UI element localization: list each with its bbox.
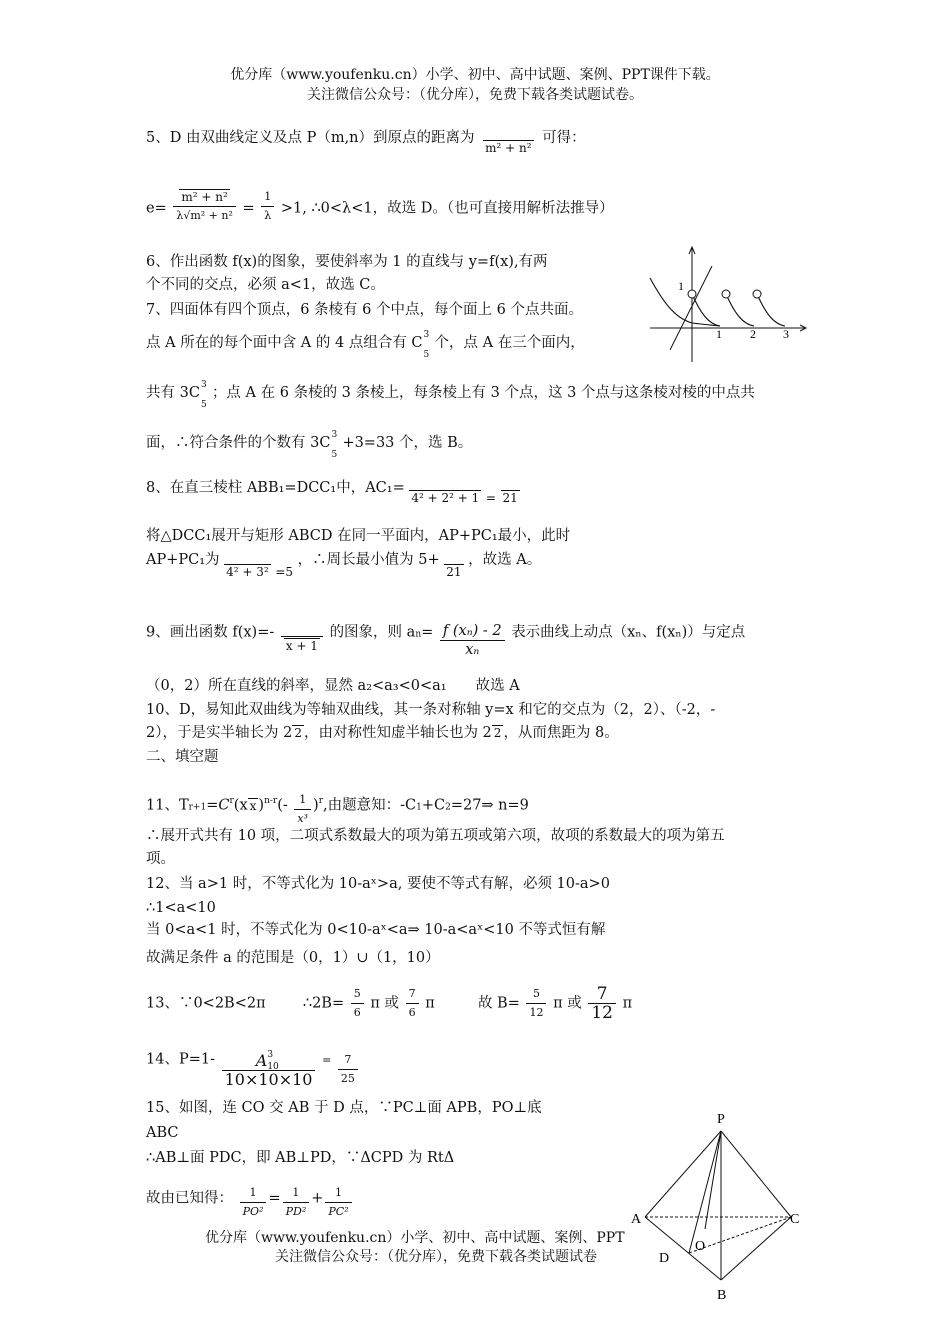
graph-curve-3 <box>757 294 785 326</box>
q12-line-1: 12、当 a>1 时，不等式化为 10-aˣ>a, 要使不等式有解，必须 10-a>0 <box>146 876 610 892</box>
q15-frac-pc <box>325 1184 351 1221</box>
q13-f2d: 6 <box>408 1006 416 1019</box>
q7-sub-3: 5 <box>331 450 338 460</box>
graph-open-point-3 <box>753 290 761 298</box>
q14-rd: 25 <box>340 1072 355 1085</box>
graph-curve-1 <box>692 294 720 326</box>
q11-line-2: ∴展开式共有 10 项，二项式系数最大的项为第五项或第六项，故项的系数最大的项为第五 <box>146 828 725 844</box>
q9-line-1 <box>146 614 746 658</box>
q13-f4d: 12 <box>591 1003 613 1023</box>
q10-sqrt2-a: 2 <box>294 726 302 740</box>
q10-sqrt2-b: 2 <box>493 726 502 740</box>
graph-open-point-1 <box>688 290 696 298</box>
q5-text-a: 5、D 由双曲线定义及点 P（m,n）到原点的距离为 <box>146 130 475 146</box>
q10-text-b2: ，由对称性知虚半轴长也为 2 <box>303 725 492 741</box>
function-graph <box>640 240 815 370</box>
q13-frac-5-12 <box>526 985 546 1022</box>
q9-den: x + 1 <box>285 639 318 653</box>
q13-text-a: 13、∵0<2B<2π <box>146 995 266 1012</box>
q15-po: PO² <box>242 1205 264 1218</box>
q7-sub-1: 5 <box>423 350 430 360</box>
point-D: D <box>659 1251 670 1266</box>
section-2-title: 二、填空题 <box>146 749 219 765</box>
q7-text-b2: 个，点 A 在三个面内， <box>434 335 585 351</box>
q13-f2n: 7 <box>406 985 419 1004</box>
q7-sub-2: 5 <box>200 400 207 410</box>
footer-line-2: 关注微信公众号：（优分库），免费下载各类试题试卷 <box>275 1249 597 1265</box>
q11-c: C <box>218 797 230 814</box>
q5-fraction-inv <box>261 188 274 225</box>
q8-eq: = <box>485 491 496 505</box>
q15-one-a: 1 <box>240 1184 267 1203</box>
q11-result: =27⇒ n=9 <box>450 797 529 814</box>
q14-den: 10×10×10 <box>224 1070 313 1089</box>
header-line-2: 关注微信公众号：（优分库），免费下载各类试题试卷。 <box>307 87 643 103</box>
q5-fraction-e <box>173 188 236 225</box>
q7-text-d2: +3=33 个，选 B。 <box>342 435 473 451</box>
q5-sqrt-mn: m² + n² <box>485 141 532 155</box>
q8-text-a: 8、在直三棱柱 ABB₁=DCC₁中，AC₁= <box>146 480 405 496</box>
graph-label-3: 3 <box>783 327 789 341</box>
q15-one-c: 1 <box>325 1184 351 1203</box>
q8-text-c1: AP+PC₁为 <box>146 552 220 568</box>
q14-result <box>338 1051 358 1088</box>
q11-t: 11、T <box>146 797 189 814</box>
q5-e-num: m² + n² <box>181 190 228 204</box>
q9-eq: = <box>421 624 434 641</box>
q11-neg: (- <box>277 797 288 814</box>
q9-text-a2: 的图象，则 a <box>329 624 416 641</box>
graph-open-point-2 <box>722 290 730 298</box>
q11-paren2: ) <box>313 797 319 814</box>
q15-pc: PC² <box>328 1205 349 1218</box>
edge-AB <box>645 1217 721 1280</box>
q15-line-1: 15、如图，连 CO 交 AB 于 D 点，∵PC⊥面 APB，PO⊥底 <box>146 1100 542 1116</box>
q8-text-c3: ，故选 A。 <box>468 552 542 568</box>
q15-pd: PD² <box>285 1205 307 1218</box>
q7-line-3 <box>146 377 755 410</box>
q13-line <box>146 985 632 1022</box>
q8-sqrt-21: 21 <box>502 491 518 505</box>
vertex-P: P <box>717 1112 725 1127</box>
vertex-B: B <box>717 1288 727 1303</box>
q5-inv-num: 1 <box>261 188 274 207</box>
q15-line-3: ∴AB⊥面 PDC，即 AB⊥PD，∵ΔCPD 为 RtΔ <box>146 1150 455 1166</box>
q9-sub-n: n <box>415 629 422 640</box>
q10-text-b3: ，从而焦距为 8。 <box>503 725 619 741</box>
q8-sqrt-expr: 4² + 2² + 1 <box>411 491 480 505</box>
q14-eq: = <box>322 1053 332 1067</box>
q6-line-2: 个不同的交点，必须 a<1，故选 C。 <box>146 277 385 293</box>
q5-e-den: λ√m² + n² <box>176 209 233 222</box>
tetrahedron-figure <box>625 1105 810 1310</box>
q13-f3n: 5 <box>526 985 546 1004</box>
q13-frac-7-12 <box>588 985 616 1022</box>
q14-text-a: 14、P=1- <box>146 1051 215 1068</box>
q8-eq5: =5 <box>275 565 294 579</box>
q7-text-d1: 面，∴符合条件的个数有 3C <box>146 435 331 451</box>
q8-sqrt-43: 4² + 3² <box>226 565 269 579</box>
q13-text-h: π <box>622 995 633 1012</box>
q13-text-e: 故 B= <box>477 995 520 1012</box>
q11-x: (x <box>233 797 248 814</box>
q11-paren: ) <box>258 797 265 814</box>
q7-text-b1: 点 A 所在的每个面中含 A 的 4 点组合有 C <box>146 335 423 351</box>
vertex-A: A <box>631 1212 642 1227</box>
footer-line-1: 优分库（www.youfenku.cn）小学、初中、高中试题、案例、PPT <box>205 1230 625 1246</box>
q10-line-1: 10、D，易知此双曲线为等轴双曲线，其一条对称轴 y=x 和它的交点为（2，2）、（-2，- <box>146 702 716 718</box>
q15-frac-pd <box>283 1184 310 1221</box>
q13-text-b: ∴2B= <box>302 995 345 1012</box>
q5-e-mid: = <box>242 200 255 217</box>
q12-line-2: ∴1<a<10 <box>146 900 216 916</box>
graph-slope-line <box>670 266 712 350</box>
graph-curve-2 <box>726 294 754 326</box>
q7-sup-1: 3 <box>423 330 430 340</box>
q5-text-b: 可得： <box>542 130 586 146</box>
graph-label-1: 1 <box>716 327 722 341</box>
q15-line-2: ABC <box>146 1125 179 1141</box>
q13-f3d: 12 <box>529 1006 544 1019</box>
q8-text-c2: ，∴周长最小值为 5+ <box>297 552 440 568</box>
q14-line <box>146 1040 360 1089</box>
q11-plus-c: +C <box>421 797 446 814</box>
q12-line-3: 当 0<a<1 时，不等式化为 0<10-aˣ<a⇒ 10-a<aˣ<10 不等式恒有解 <box>146 922 606 938</box>
q7-text-c2: ；点 A 在 6 条棱的 3 条棱上，每条棱上有 3 个点，这 3 个点与这条棱对棱的中点共 <box>211 385 755 401</box>
q5-inv-den: λ <box>264 209 272 222</box>
q13-f4n: 7 <box>588 985 616 1004</box>
q13-text-g: π 或 <box>553 995 582 1012</box>
q13-f1n: 5 <box>351 985 364 1004</box>
vertex-C: C <box>790 1212 800 1227</box>
point-O: O <box>695 1239 706 1254</box>
q11-sqrt-x: x <box>249 798 257 813</box>
q14-a: A <box>255 1051 268 1070</box>
q7-text-c1: 共有 3C <box>146 385 200 401</box>
q14-rn: 7 <box>338 1051 358 1070</box>
q5-e-suffix: >1, ∴0<λ<1，故选 D。（也可直接用解析法推导） <box>280 200 614 217</box>
edge-CB <box>721 1217 791 1280</box>
q11-eq: = <box>206 797 219 814</box>
q15-eq: = <box>268 1190 281 1207</box>
q11-line-1: 11、$Tr+1=C^r(x$ x )$^{n-r}$(- $\frac{1}{\text{x³}}$ )$^r$,由题意知：-C1+C2=27⇒ n=9 <box>146 787 529 824</box>
q14-a-sup: 3 <box>267 1050 274 1060</box>
q15-text-d: 故由已知得： <box>146 1190 233 1207</box>
q8-line-2: 将△DCC₁展开与矩形 ABCD 在同一平面内，AP+PC₁最小，此时 <box>146 528 571 544</box>
q6-line-1: 6、作出函数 f(x)的图象，要使斜率为 1 的直线与 y=f(x),有两 <box>146 254 548 270</box>
q7-line-2 <box>146 327 585 360</box>
q13-frac-5-6 <box>351 985 364 1022</box>
graph-label-2: 2 <box>750 327 756 341</box>
q11-r: r <box>318 795 323 806</box>
q11-exp: n-r <box>264 795 278 806</box>
q13-frac-7-6 <box>406 985 419 1022</box>
q10-text-b1: 2），于是实半轴长为 2 <box>146 725 293 741</box>
q9-num: f (xₙ) - 2 <box>440 622 505 641</box>
q7-sup-3: 3 <box>331 430 338 440</box>
q15-one-b: 1 <box>283 1184 310 1203</box>
q15-line-4 <box>146 1180 354 1217</box>
q8-line-3 <box>146 550 542 579</box>
q9-fraction-fx <box>281 622 323 655</box>
q9-line-2: （0，2）所在直线的斜率，显然 a₂<a₃<0<a₁ 故选 A <box>146 678 520 694</box>
q11-t-sub: r+1 <box>188 802 207 813</box>
q13-text-d: π <box>425 995 435 1012</box>
q11-x3: x³ <box>297 812 309 825</box>
graph-label-y1: 1 <box>678 279 684 293</box>
q11-line-3: 项。 <box>146 851 175 867</box>
q9-text-a1: 9、画出函数 f(x)=- <box>146 624 275 641</box>
q11-one: 1 <box>294 791 311 810</box>
q10-line-2 <box>146 723 619 743</box>
q7-sup-2: 3 <box>200 380 207 390</box>
q5-e-prefix: e= <box>146 200 167 217</box>
q8-sqrt-21b: 21 <box>446 565 462 579</box>
q13-f1d: 6 <box>353 1006 361 1019</box>
q14-fraction <box>222 1050 316 1089</box>
q9-fraction-an <box>440 622 505 659</box>
q8-line-1 <box>146 478 520 505</box>
header-line-1: 优分库（www.youfenku.cn）小学、初中、高中试题、案例、PPT课件下载。 <box>230 67 720 83</box>
q13-text-c: π 或 <box>370 995 399 1012</box>
q11-text-cond: ,由题意知：-C <box>323 797 417 814</box>
q7-line-1: 7、四面体有四个顶点，6 条棱有 6 个中点，每个面上 6 个点共面。 <box>146 302 583 318</box>
q12-line-4: 故满足条件 a 的范围是（0，1）∪（1，10） <box>146 950 440 966</box>
q15-plus: + <box>311 1190 324 1207</box>
q15-frac-po <box>240 1184 267 1221</box>
q14-a-sub: 10 <box>267 1062 279 1072</box>
q9-text-a3: 表示曲线上动点（xₙ、f(xₙ)）与定点 <box>511 624 746 641</box>
graph-curve-0 <box>650 278 720 326</box>
q5-line-2 <box>146 190 614 227</box>
q11-fraction <box>294 791 311 828</box>
edge-PC <box>721 1131 791 1217</box>
q5-line-1 <box>146 128 586 155</box>
q7-line-4 <box>146 427 473 460</box>
q9-den2: xₙ <box>465 642 480 658</box>
